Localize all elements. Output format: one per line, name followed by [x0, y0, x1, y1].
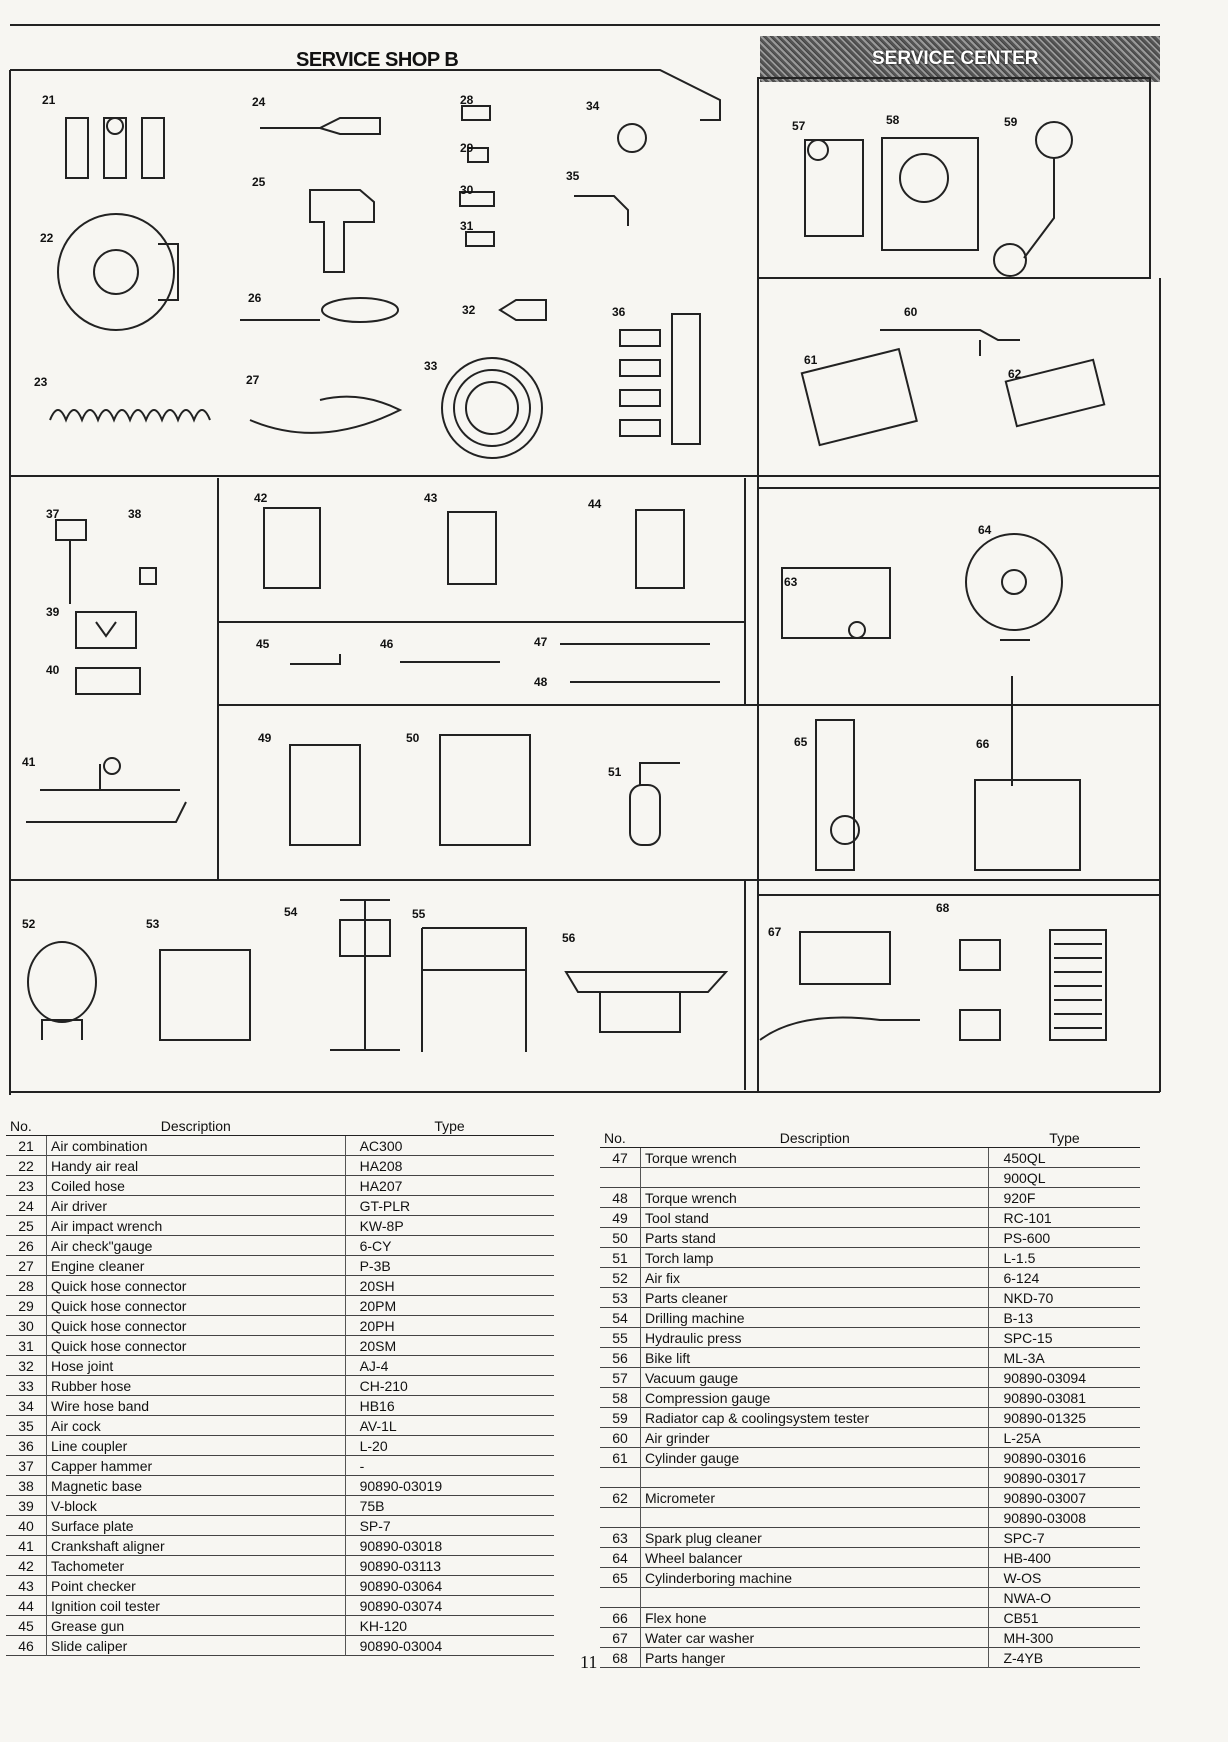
item-number: 63: [600, 1528, 641, 1548]
item-number: 24: [6, 1196, 47, 1216]
item-type: HA207: [359, 1177, 403, 1194]
item-type: 20SM: [359, 1337, 397, 1354]
fig-label: 63: [784, 575, 798, 589]
item-description: Water car washer: [641, 1628, 989, 1648]
item-type: 90890-03113: [359, 1557, 442, 1574]
fig-label: 43: [424, 491, 438, 505]
fig-label: 68: [936, 901, 950, 915]
item-number: 65: [600, 1568, 641, 1588]
fig-label: 54: [284, 905, 298, 919]
table-row: [600, 1588, 1140, 1608]
fig-label: 59: [1004, 115, 1018, 129]
fig-label: 38: [128, 507, 142, 521]
item-description: Coiled hose: [47, 1176, 346, 1196]
table-header-row: [600, 1128, 1140, 1148]
item-type: 900QL: [1003, 1169, 1046, 1186]
item-number: 54: [600, 1308, 641, 1328]
page-number: 11: [580, 1652, 598, 1672]
item-type: 20SH: [359, 1277, 395, 1294]
table-row: [6, 1636, 554, 1656]
item-number: 53: [600, 1288, 641, 1308]
item-description: Wheel balancer: [641, 1548, 989, 1568]
table-row: [600, 1228, 1140, 1248]
item-number: 45: [6, 1616, 47, 1636]
item-type: AC300: [359, 1137, 403, 1154]
fig-label: 53: [146, 917, 160, 931]
item-type: B-13: [1003, 1309, 1034, 1326]
item-description: Cylinderboring machine: [641, 1568, 989, 1588]
table-header-row: [6, 1116, 554, 1136]
fig-label: 44: [588, 497, 602, 511]
item-number: 49: [600, 1208, 641, 1228]
item-type: ML-3A: [1003, 1349, 1045, 1366]
table-row: [600, 1288, 1140, 1308]
fig-label: 21: [42, 93, 56, 107]
fig-label: 33: [424, 359, 438, 373]
table-row: [600, 1248, 1140, 1268]
item-number: 22: [6, 1156, 47, 1176]
item-type: GT-PLR: [359, 1197, 411, 1214]
table-row: [600, 1148, 1140, 1168]
item-number: 28: [6, 1276, 47, 1296]
item-type: NKD-70: [1003, 1289, 1054, 1306]
fig-label: 31: [460, 219, 474, 233]
item-number: 57: [600, 1368, 641, 1388]
item-description: Quick hose connector: [47, 1316, 346, 1336]
fig-label: 26: [248, 291, 262, 305]
item-description: Torch lamp: [641, 1248, 989, 1268]
item-number: 44: [6, 1596, 47, 1616]
item-type: AV-1L: [359, 1417, 397, 1434]
item-type: 6-124: [1003, 1269, 1040, 1286]
table-row: [6, 1256, 554, 1276]
figure-numbers: [22, 93, 1022, 945]
item-description: Hose joint: [47, 1356, 346, 1376]
item-number: [600, 1588, 641, 1608]
table-row: [6, 1196, 554, 1216]
item-number: 32: [6, 1356, 47, 1376]
item-description: Parts stand: [641, 1228, 989, 1248]
item-description: Magnetic base: [47, 1476, 346, 1496]
item-description: Radiator cap & coolingsystem tester: [641, 1408, 989, 1428]
item-type: PS-600: [1003, 1229, 1051, 1246]
parts-table-left: [6, 1116, 554, 1656]
col-type: Type: [989, 1128, 1140, 1148]
item-type: L-1.5: [1003, 1249, 1036, 1266]
fig-label: 65: [794, 735, 808, 749]
item-description: Spark plug cleaner: [641, 1528, 989, 1548]
item-description: Vacuum gauge: [641, 1368, 989, 1388]
item-type: HB-400: [1003, 1549, 1051, 1566]
item-description: Parts cleaner: [641, 1288, 989, 1308]
item-number: 50: [600, 1228, 641, 1248]
fig-label: 25: [252, 175, 266, 189]
item-number: 42: [6, 1556, 47, 1576]
item-number: 27: [6, 1256, 47, 1276]
fig-label: 23: [34, 375, 48, 389]
col-description: Description: [641, 1128, 989, 1148]
table-row: [6, 1136, 554, 1156]
item-number: 46: [6, 1636, 47, 1656]
col-no: No.: [6, 1116, 47, 1136]
item-number: [600, 1508, 641, 1528]
item-number: [600, 1168, 641, 1188]
fig-label: 32: [462, 303, 476, 317]
item-number: 64: [600, 1548, 641, 1568]
table-row: [600, 1388, 1140, 1408]
item-type: 20PM: [359, 1297, 397, 1314]
item-type: 90890-03018: [359, 1537, 443, 1554]
table-row: [600, 1188, 1140, 1208]
section-header-shop-b: SERVICE SHOP B: [296, 49, 459, 71]
item-description: [641, 1588, 989, 1608]
table-row: [600, 1348, 1140, 1368]
item-number: 66: [600, 1608, 641, 1628]
item-description: Engine cleaner: [47, 1256, 346, 1276]
item-number: 38: [6, 1476, 47, 1496]
item-number: 59: [600, 1408, 641, 1428]
item-type: W-OS: [1003, 1569, 1042, 1586]
item-type: KH-120: [359, 1617, 408, 1634]
table-row: [600, 1488, 1140, 1508]
item-description: Flex hone: [641, 1608, 989, 1628]
item-description: Wire hose band: [47, 1396, 346, 1416]
item-description: Air cock: [47, 1416, 346, 1436]
item-number: 25: [6, 1216, 47, 1236]
item-description: Rubber hose: [47, 1376, 346, 1396]
item-number: [600, 1468, 641, 1488]
item-description: Air driver: [47, 1196, 346, 1216]
item-type: 90890-03094: [1003, 1369, 1086, 1386]
table-row: [600, 1208, 1140, 1228]
item-type: CH-210: [359, 1377, 408, 1394]
item-type: P-3B: [359, 1257, 391, 1274]
table-row: [600, 1548, 1140, 1568]
col-no: No.: [600, 1128, 641, 1148]
item-number: 33: [6, 1376, 47, 1396]
fig-label: 36: [612, 305, 626, 319]
fig-label: 62: [1008, 367, 1022, 381]
fig-label: 42: [254, 491, 268, 505]
table-row: [6, 1596, 554, 1616]
table-row: [6, 1476, 554, 1496]
table-row: [6, 1236, 554, 1256]
table-row: [6, 1576, 554, 1596]
item-number: 58: [600, 1388, 641, 1408]
item-number: 21: [6, 1136, 47, 1156]
table-row: [600, 1308, 1140, 1328]
item-type: 920F: [1003, 1189, 1036, 1206]
item-description: Compression gauge: [641, 1388, 989, 1408]
item-number: 68: [600, 1648, 641, 1668]
item-type: 90890-03064: [359, 1577, 443, 1594]
item-number: 26: [6, 1236, 47, 1256]
table-row: [600, 1648, 1140, 1668]
table-row: [6, 1376, 554, 1396]
item-description: V-block: [47, 1496, 346, 1516]
table-row: [600, 1528, 1140, 1548]
table-row: [6, 1396, 554, 1416]
item-type: 90890-03081: [1003, 1389, 1086, 1406]
fig-label: 60: [904, 305, 918, 319]
fig-label: 45: [256, 637, 270, 651]
fig-label: 48: [534, 675, 548, 689]
item-number: 35: [6, 1416, 47, 1436]
item-number: 30: [6, 1316, 47, 1336]
fig-label: 27: [246, 373, 260, 387]
fig-label: 47: [534, 635, 548, 649]
table-row: [600, 1328, 1140, 1348]
item-description: Tachometer: [47, 1556, 346, 1576]
fig-label: 64: [978, 523, 992, 537]
item-description: Grease gun: [47, 1616, 346, 1636]
item-number: 41: [6, 1536, 47, 1556]
fig-label: 40: [46, 663, 60, 677]
table-row: [6, 1216, 554, 1236]
table-row: [6, 1316, 554, 1336]
item-type: HB16: [359, 1397, 395, 1414]
item-description: Handy air real: [47, 1156, 346, 1176]
table-row: [6, 1416, 554, 1436]
item-number: 37: [6, 1456, 47, 1476]
item-type: SPC-7: [1003, 1529, 1045, 1546]
item-description: Surface plate: [47, 1516, 346, 1536]
item-description: Air grinder: [641, 1428, 989, 1448]
item-number: 47: [600, 1148, 641, 1168]
item-type: 75B: [359, 1497, 385, 1514]
item-description: Air fix: [641, 1268, 989, 1288]
fig-label: 49: [258, 731, 272, 745]
fig-label: 52: [22, 917, 36, 931]
item-type: 90890-03074: [359, 1597, 443, 1614]
item-type: 20PH: [359, 1317, 395, 1334]
item-type: -: [359, 1457, 365, 1474]
item-description: Torque wrench: [641, 1188, 989, 1208]
table-row: [6, 1536, 554, 1556]
item-type: AJ-4: [359, 1357, 389, 1374]
item-description: [641, 1508, 989, 1528]
table-row: [6, 1336, 554, 1356]
item-description: Drilling machine: [641, 1308, 989, 1328]
item-type: Z-4YB: [1003, 1649, 1044, 1666]
item-description: Torque wrench: [641, 1148, 989, 1168]
item-type: HA208: [359, 1157, 403, 1174]
table-row: [600, 1468, 1140, 1488]
item-number: 55: [600, 1328, 641, 1348]
item-number: 67: [600, 1628, 641, 1648]
item-number: 56: [600, 1348, 641, 1368]
table-row: [6, 1496, 554, 1516]
item-description: Point checker: [47, 1576, 346, 1596]
item-number: 62: [600, 1488, 641, 1508]
item-type: 90890-03017: [1003, 1469, 1086, 1486]
item-description: Hydraulic press: [641, 1328, 989, 1348]
item-type: SPC-15: [1003, 1329, 1053, 1346]
item-type: 90890-03004: [359, 1637, 443, 1654]
table-row: [6, 1436, 554, 1456]
table-row: [6, 1616, 554, 1636]
table-row: [6, 1176, 554, 1196]
item-description: Air impact wrench: [47, 1216, 346, 1236]
fig-label: 51: [608, 765, 622, 779]
item-description: Air combination: [47, 1136, 346, 1156]
item-description: Slide caliper: [47, 1636, 346, 1656]
item-type: RC-101: [1003, 1209, 1052, 1226]
fig-label: 35: [566, 169, 580, 183]
table-row: [6, 1516, 554, 1536]
fig-label: 24: [252, 95, 266, 109]
item-type: 450QL: [1003, 1149, 1046, 1166]
table-row: [6, 1276, 554, 1296]
table-row: [6, 1356, 554, 1376]
item-number: 61: [600, 1448, 641, 1468]
item-type: 6-CY: [359, 1237, 392, 1254]
fig-label: 29: [460, 141, 474, 155]
item-description: Tool stand: [641, 1208, 989, 1228]
item-number: 34: [6, 1396, 47, 1416]
item-description: Quick hose connector: [47, 1296, 346, 1316]
item-number: 60: [600, 1428, 641, 1448]
item-type: 90890-01325: [1003, 1409, 1086, 1426]
fig-label: 61: [804, 353, 818, 367]
table-row: [600, 1448, 1140, 1468]
item-number: 31: [6, 1336, 47, 1356]
fig-label: 34: [586, 99, 600, 113]
item-type: L-25A: [1003, 1429, 1041, 1446]
item-description: Quick hose connector: [47, 1276, 346, 1296]
item-number: 29: [6, 1296, 47, 1316]
fig-label: 56: [562, 931, 576, 945]
table-row: [600, 1428, 1140, 1448]
table-row: [600, 1408, 1140, 1428]
item-description: [641, 1168, 989, 1188]
table-row: [600, 1168, 1140, 1188]
item-number: 40: [6, 1516, 47, 1536]
section-header-center: SERVICE CENTER: [760, 36, 1160, 82]
col-description: Description: [47, 1116, 346, 1136]
table-row: [600, 1608, 1140, 1628]
item-description: Ignition coil tester: [47, 1596, 346, 1616]
fig-label: 57: [792, 119, 806, 133]
fig-label: 41: [22, 755, 36, 769]
item-type: MH-300: [1003, 1629, 1054, 1646]
item-type: 90890-03016: [1003, 1449, 1086, 1466]
item-type: SP-7: [359, 1517, 391, 1534]
item-type: 90890-03008: [1003, 1509, 1086, 1526]
table-row: [6, 1556, 554, 1576]
fig-label: 55: [412, 907, 426, 921]
item-type: 90890-03019: [359, 1477, 443, 1494]
item-description: Air check"gauge: [47, 1236, 346, 1256]
fig-label: 30: [460, 183, 474, 197]
fig-label: 37: [46, 507, 60, 521]
item-description: Crankshaft aligner: [47, 1536, 346, 1556]
item-type: KW-8P: [359, 1217, 404, 1234]
table-row: [6, 1296, 554, 1316]
fig-label: 46: [380, 637, 394, 651]
table-row: [600, 1628, 1140, 1648]
item-number: 43: [6, 1576, 47, 1596]
item-number: 48: [600, 1188, 641, 1208]
parts-table-right: [600, 1128, 1140, 1668]
item-number: 23: [6, 1176, 47, 1196]
item-description: Cylinder gauge: [641, 1448, 989, 1468]
item-number: 36: [6, 1436, 47, 1456]
table-row: [6, 1456, 554, 1476]
fig-label: 22: [40, 231, 54, 245]
item-number: 52: [600, 1268, 641, 1288]
item-type: CB51: [1003, 1609, 1039, 1626]
fig-label: 66: [976, 737, 990, 751]
fig-label: 39: [46, 605, 60, 619]
item-description: Quick hose connector: [47, 1336, 346, 1356]
col-type: Type: [345, 1116, 554, 1136]
item-number: 51: [600, 1248, 641, 1268]
item-description: Parts hanger: [641, 1648, 989, 1668]
fig-label: 50: [406, 731, 420, 745]
fig-label: 28: [460, 93, 474, 107]
item-description: Micrometer: [641, 1488, 989, 1508]
fig-label: 58: [886, 113, 900, 127]
item-description: Bike lift: [641, 1348, 989, 1368]
table-row: [600, 1568, 1140, 1588]
table-row: [600, 1368, 1140, 1388]
item-description: [641, 1468, 989, 1488]
item-type: 90890-03007: [1003, 1489, 1086, 1506]
table-row: [600, 1508, 1140, 1528]
fig-label: 67: [768, 925, 782, 939]
item-description: Line coupler: [47, 1436, 346, 1456]
item-number: 39: [6, 1496, 47, 1516]
table-row: [600, 1268, 1140, 1288]
item-type: NWA-O: [1003, 1589, 1052, 1606]
item-description: Capper hammer: [47, 1456, 346, 1476]
item-type: L-20: [359, 1437, 388, 1454]
table-row: [6, 1156, 554, 1176]
